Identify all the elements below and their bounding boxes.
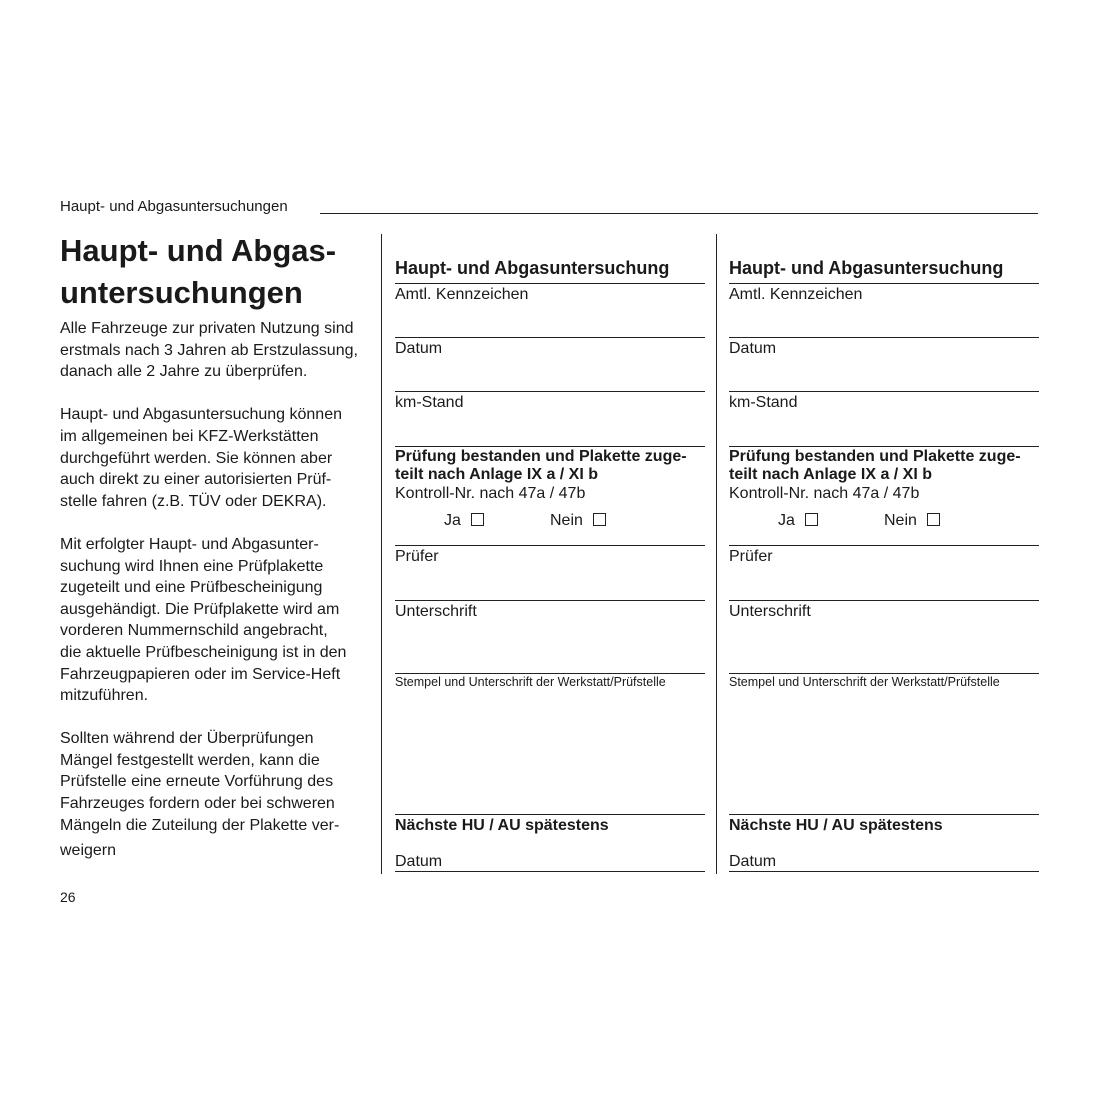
yes-option[interactable] — [778, 512, 818, 530]
date-field[interactable] — [395, 391, 705, 392]
signature-label: Unterschrift — [729, 603, 811, 620]
text-line: die aktuelle Prüfbescheinigung ist in den — [60, 643, 347, 661]
no-label: Nein — [884, 512, 917, 529]
passed-label-line-2: teilt nach Anlage IX a / XI b — [395, 466, 599, 483]
text-line: Fahrzeugpapieren oder im Service-Heft — [60, 665, 341, 683]
signature-field[interactable] — [395, 673, 705, 674]
inspector-label: Prüfer — [395, 548, 439, 565]
paragraph-3 — [60, 534, 365, 707]
yes-option[interactable] — [444, 512, 484, 530]
inspection-card-1 — [395, 256, 705, 876]
header-rule — [320, 213, 1038, 214]
passed-label-line-2: teilt nach Anlage IX a / XI b — [729, 466, 933, 483]
text-line: weigern — [60, 842, 117, 860]
text-line: Mit erfolgter Haupt- und Abgasunter- — [60, 535, 319, 553]
text-line: Prüfstelle eine erneute Vorführung des — [60, 773, 334, 791]
next-date-label: Datum — [729, 853, 777, 870]
text-line: im allgemeinen bei KFZ-Werkstätten — [60, 427, 319, 445]
next-date-label: Datum — [395, 853, 443, 870]
text-line: Sollten während der Überprüfungen — [60, 730, 314, 748]
text-line: mitzuführen. — [60, 687, 149, 705]
stamp-field[interactable] — [729, 814, 1039, 815]
signature-label: Unterschrift — [395, 603, 477, 620]
text-line: stelle fahren (z.B. TÜV oder DEKRA). — [60, 492, 327, 510]
mileage-label: km-Stand — [395, 394, 464, 411]
text-line: Fahrzeuges fordern oder bei schweren — [60, 795, 335, 813]
page-number: 26 — [60, 889, 76, 905]
no-option[interactable] — [884, 512, 940, 530]
control-number-field[interactable] — [395, 545, 705, 546]
date-label: Datum — [395, 340, 443, 357]
no-checkbox[interactable] — [927, 513, 940, 526]
plate-field[interactable] — [395, 337, 705, 338]
text-line: suchung wird Ihnen eine Prüfplakette — [60, 557, 324, 575]
column-divider-1 — [381, 234, 382, 874]
column-divider-2 — [716, 234, 717, 874]
plate-label: Amtl. Kennzeichen — [729, 286, 863, 303]
inspector-field[interactable] — [395, 600, 705, 601]
title-rule — [395, 283, 705, 284]
passed-label-line-1: Prüfung bestanden und Plakette zuge- — [729, 448, 1021, 465]
date-label: Datum — [729, 340, 777, 357]
title-rule — [729, 283, 1039, 284]
page-title-line-2: untersuchungen — [60, 275, 303, 310]
text-line: danach alle 2 Jahre zu überprüfen. — [60, 363, 308, 381]
text-line: zugeteilt und eine Prüfbescheinigung — [60, 579, 323, 597]
paragraph-1 — [60, 318, 365, 383]
stamp-label: Stempel und Unterschrift der Werkstatt/Prüfstelle — [395, 675, 666, 689]
yes-checkbox[interactable] — [471, 513, 484, 526]
no-option[interactable] — [550, 512, 606, 530]
text-line: auch direkt zu einer autorisierten Prüf- — [60, 471, 332, 489]
inspector-label: Prüfer — [729, 548, 773, 565]
text-line: durchgeführt werden. Sie können aber — [60, 449, 333, 467]
yes-label: Ja — [778, 512, 795, 529]
intro-text — [60, 318, 365, 883]
no-label: Nein — [550, 512, 583, 529]
paragraph-4 — [60, 728, 365, 862]
passed-label-line-1: Prüfung bestanden und Plakette zuge- — [395, 448, 687, 465]
mileage-label: km-Stand — [729, 394, 798, 411]
text-line: Alle Fahrzeuge zur privaten Nutzung sind — [60, 320, 354, 337]
next-inspection-label: Nächste HU / AU spätestens — [395, 817, 609, 834]
plate-label: Amtl. Kennzeichen — [395, 286, 529, 303]
page-title — [60, 230, 360, 314]
inspector-field[interactable] — [729, 600, 1039, 601]
mileage-field[interactable] — [729, 446, 1039, 447]
yes-label: Ja — [444, 512, 461, 529]
page-title-line-1: Haupt- und Abgas- — [60, 233, 337, 268]
text-line: vorderen Nummernschild angebracht, — [60, 622, 328, 640]
mileage-field[interactable] — [395, 446, 705, 447]
inspection-card-2 — [729, 256, 1039, 876]
card-title: Haupt- und Abgasuntersuchung — [395, 258, 670, 278]
control-number-label: Kontroll-Nr. nach 47a / 47b — [729, 485, 920, 502]
stamp-label: Stempel und Unterschrift der Werkstatt/Prüfstelle — [729, 675, 1000, 689]
date-field[interactable] — [729, 391, 1039, 392]
text-line: ausgehändigt. Die Prüfplakette wird am — [60, 600, 340, 618]
text-line: erstmals nach 3 Jahren ab Erstzulassung, — [60, 341, 358, 359]
signature-field[interactable] — [729, 673, 1039, 674]
no-checkbox[interactable] — [593, 513, 606, 526]
text-line: Mängel festgestellt werden, kann die — [60, 751, 320, 769]
text-line: Mängeln die Zuteilung der Plakette ver- — [60, 816, 340, 834]
next-date-field[interactable] — [395, 871, 705, 872]
card-title: Haupt- und Abgasuntersuchung — [729, 258, 1004, 278]
next-inspection-label: Nächste HU / AU spätestens — [729, 817, 943, 834]
plate-field[interactable] — [729, 337, 1039, 338]
text-line: Haupt- und Abgasuntersuchung können — [60, 406, 342, 424]
paragraph-2 — [60, 404, 365, 512]
running-header: Haupt- und Abgasuntersuchungen — [60, 198, 288, 215]
control-number-field[interactable] — [729, 545, 1039, 546]
next-date-field[interactable] — [729, 871, 1039, 872]
yes-checkbox[interactable] — [805, 513, 818, 526]
control-number-label: Kontroll-Nr. nach 47a / 47b — [395, 485, 586, 502]
stamp-field[interactable] — [395, 814, 705, 815]
